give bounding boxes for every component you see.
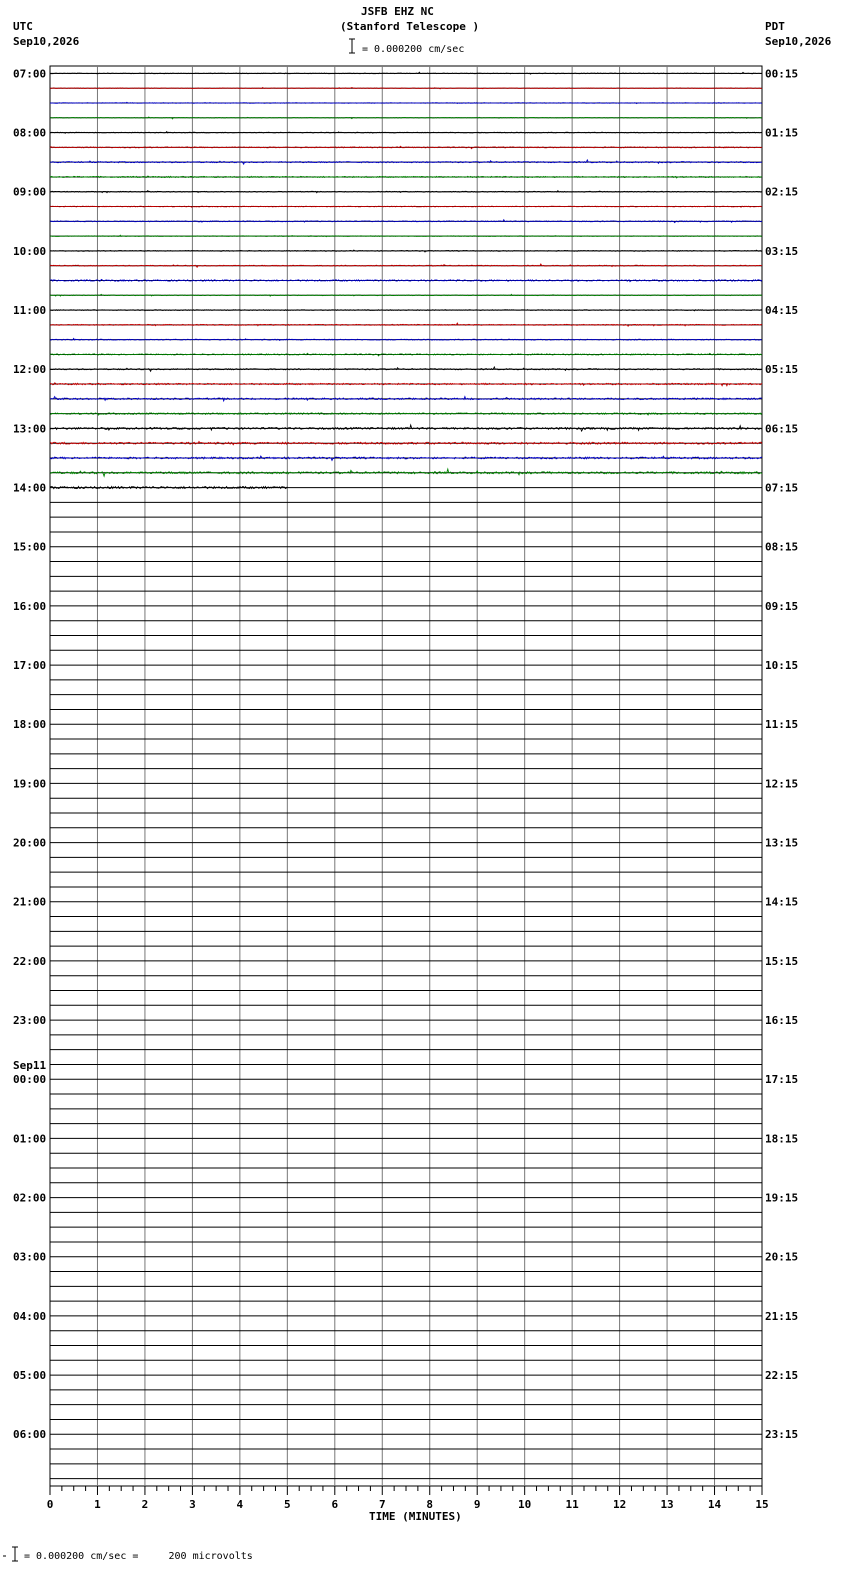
pdt-hour-label: 09:15	[765, 599, 799, 613]
x-tick-label: 1	[94, 1498, 101, 1511]
utc-hour-label: 09:00	[13, 185, 47, 199]
utc-hour-label: 20:00	[13, 836, 47, 850]
pdt-hour-label: 12:15	[765, 777, 799, 791]
x-tick-label: 14	[707, 1498, 722, 1511]
utc-hour-label: 14:00	[13, 481, 47, 495]
seismic-trace	[50, 191, 762, 193]
seismic-trace	[50, 220, 762, 223]
x-tick-label: 9	[473, 1498, 481, 1511]
pdt-hour-label: 05:15	[765, 363, 799, 377]
seismic-trace	[50, 442, 762, 445]
pdt-hour-label: 06:15	[765, 422, 799, 436]
site-subtitle: (Stanford Telescope )	[340, 20, 480, 33]
seismic-trace	[50, 294, 762, 296]
left-date: Sep10,2026	[13, 35, 80, 48]
footer-scale-note: = 0.000200 cm/sec = 200 microvolts	[24, 1551, 253, 1562]
pdt-hour-label: 17:15	[765, 1073, 799, 1087]
pdt-hour-label: 04:15	[765, 304, 799, 318]
pdt-hour-label: 16:15	[765, 1014, 799, 1028]
utc-hour-label: 03:00	[13, 1250, 47, 1264]
utc-hour-label: 15:00	[13, 540, 47, 554]
utc-hour-label: 07:00	[13, 67, 47, 81]
utc-hour-label: 18:00	[13, 718, 47, 732]
right-timezone: PDT	[765, 20, 785, 33]
pdt-hour-label: 11:15	[765, 718, 799, 732]
utc-hour-label: 16:00	[13, 599, 47, 613]
x-tick-label: 15	[755, 1498, 769, 1511]
pdt-hour-label: 20:15	[765, 1250, 799, 1264]
scale-label: = 0.000200 cm/sec	[362, 44, 465, 55]
utc-hour-label: 10:00	[13, 244, 47, 258]
station-title: JSFB EHZ NC	[361, 5, 434, 18]
seismic-trace	[50, 146, 762, 148]
seismic-trace	[50, 397, 762, 401]
seismic-trace	[50, 367, 762, 371]
pdt-hour-label: 01:15	[765, 126, 799, 140]
seismic-trace	[50, 279, 762, 281]
pdt-hour-label: 00:15	[765, 67, 799, 81]
pdt-hour-label: 23:15	[765, 1428, 799, 1442]
x-tick-label: 5	[284, 1498, 291, 1511]
utc-hour-label: 13:00	[13, 422, 47, 436]
x-axis-label: TIME (MINUTES)	[369, 1510, 462, 1523]
utc-hour-label: 22:00	[13, 954, 47, 968]
seismic-trace	[50, 264, 762, 267]
utc-date-label: Sep11	[13, 1059, 47, 1073]
utc-hour-label: 06:00	[13, 1428, 47, 1442]
x-tick-label: 10	[518, 1498, 532, 1511]
utc-hour-label: 23:00	[13, 1014, 47, 1028]
utc-hour-label: 12:00	[13, 363, 47, 377]
pdt-hour-label: 14:15	[765, 895, 799, 909]
pdt-hour-label: 19:15	[765, 1191, 799, 1205]
seismic-trace	[50, 176, 762, 178]
utc-hour-label: 04:00	[13, 1309, 47, 1323]
utc-hour-label: 19:00	[13, 777, 47, 791]
seismic-trace	[50, 250, 762, 252]
x-tick-label: 11	[565, 1498, 579, 1511]
seismic-trace	[50, 425, 762, 431]
right-date: Sep10,2026	[765, 35, 832, 48]
x-tick-label: 6	[331, 1498, 339, 1511]
x-tick-label: 2	[141, 1498, 149, 1511]
pdt-hour-label: 21:15	[765, 1309, 799, 1323]
pdt-hour-label: 13:15	[765, 836, 799, 850]
left-timezone: UTC	[13, 20, 33, 33]
utc-hour-label: 08:00	[13, 126, 47, 140]
seismic-trace	[50, 160, 762, 164]
pdt-hour-label: 18:15	[765, 1132, 799, 1146]
utc-hour-label: 11:00	[13, 304, 47, 318]
pdt-hour-label: 02:15	[765, 185, 799, 199]
utc-hour-label: 21:00	[13, 895, 47, 909]
seismic-trace	[50, 323, 762, 326]
utc-hour-label: 00:00	[13, 1073, 47, 1087]
pdt-hour-label: 15:15	[765, 954, 799, 968]
footer-scale-icon	[3, 1547, 18, 1561]
utc-hour-label: 01:00	[13, 1132, 47, 1146]
x-tick-label: 3	[189, 1498, 196, 1511]
plot-frame	[50, 66, 762, 1486]
pdt-hour-label: 03:15	[765, 244, 799, 258]
pdt-hour-label: 10:15	[765, 659, 799, 673]
utc-hour-label: 17:00	[13, 659, 47, 673]
x-tick-label: 13	[660, 1498, 674, 1511]
pdt-hour-label: 08:15	[765, 540, 799, 554]
x-tick-label: 7	[378, 1498, 386, 1511]
x-tick-label: 12	[612, 1498, 627, 1511]
x-tick-label: 4	[236, 1498, 244, 1511]
pdt-hour-label: 22:15	[765, 1369, 799, 1383]
scale-bar-icon	[349, 39, 355, 53]
x-tick-label: 8	[426, 1498, 434, 1511]
utc-hour-label: 05:00	[13, 1369, 47, 1383]
x-tick-label: 0	[46, 1498, 54, 1511]
pdt-hour-label: 07:15	[765, 481, 799, 495]
utc-hour-label: 02:00	[13, 1191, 47, 1205]
